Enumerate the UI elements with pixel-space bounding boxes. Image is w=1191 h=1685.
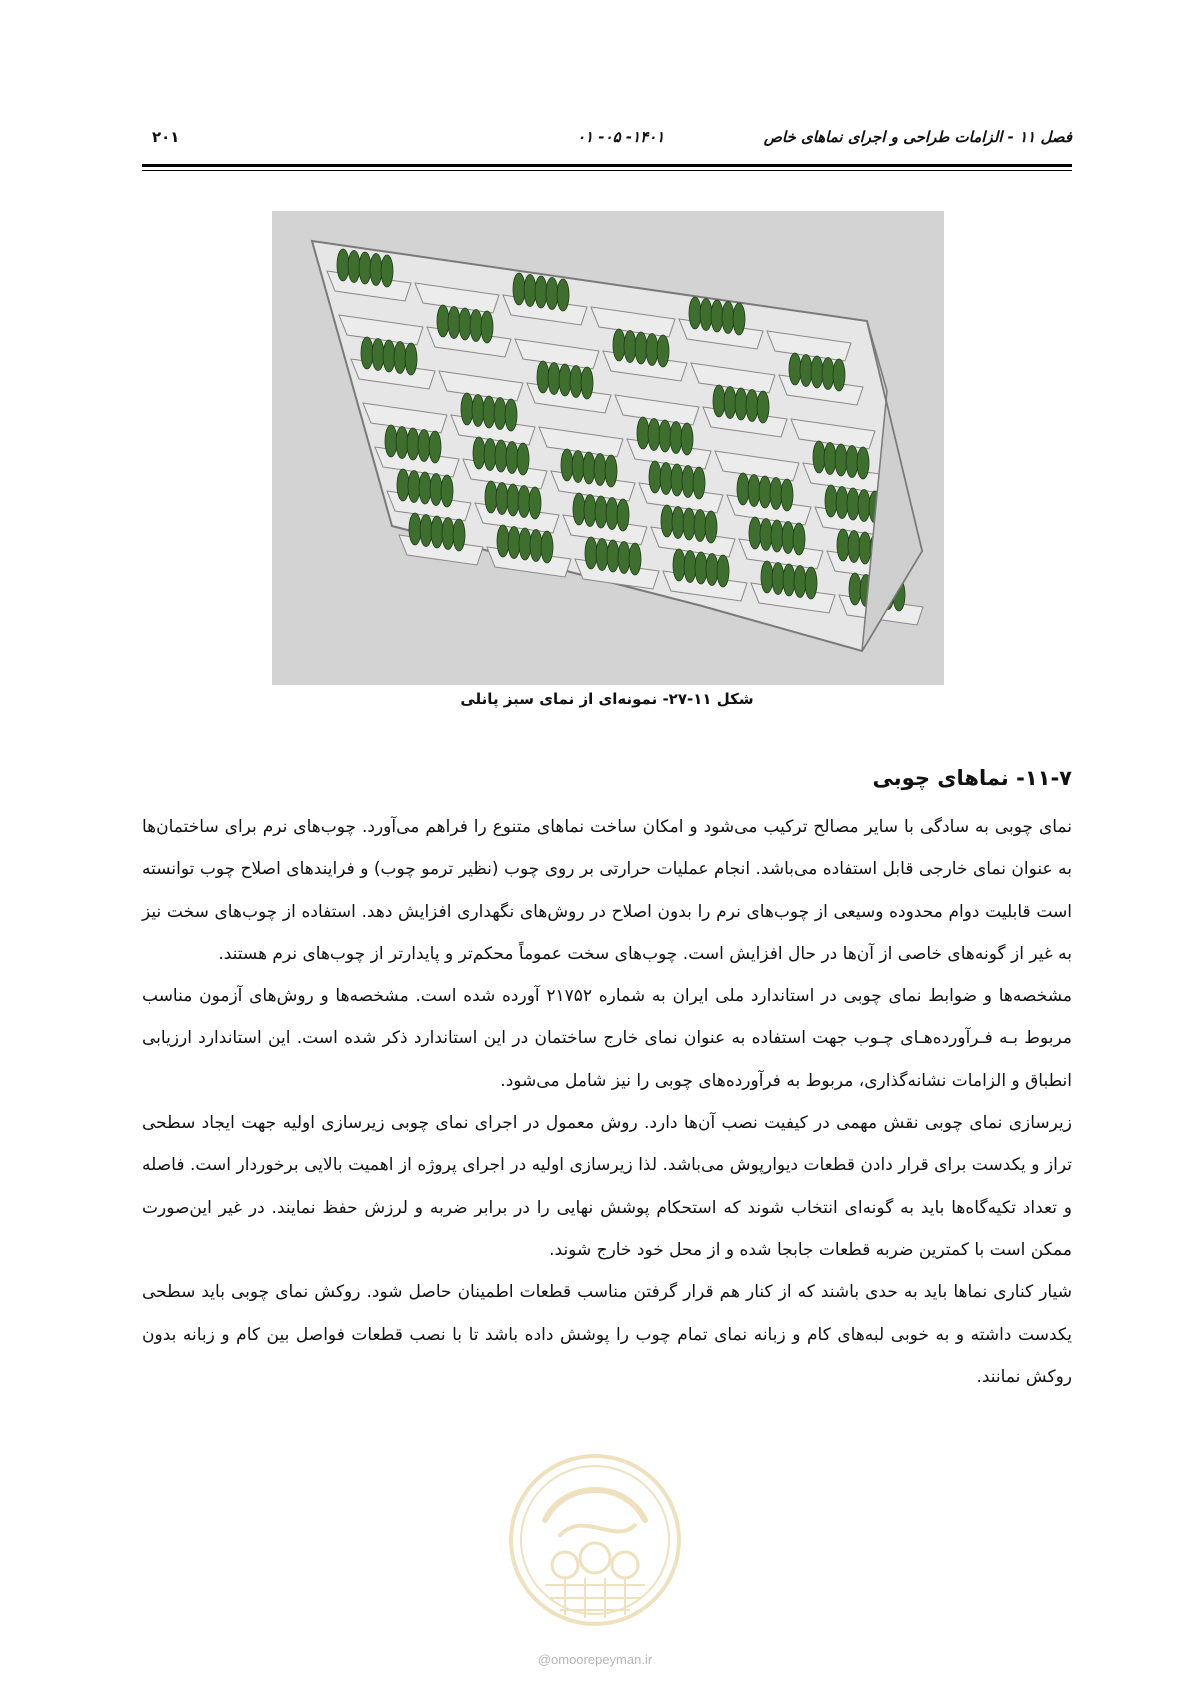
plant	[837, 529, 849, 561]
plant	[472, 395, 484, 427]
plant	[409, 513, 421, 545]
watermark-url: @omoorepeyman.ir	[537, 1652, 653, 1667]
plant	[535, 276, 547, 308]
plant	[682, 466, 694, 498]
plant	[537, 361, 549, 393]
header-date: ۰۱ -۰۵ -۱۴۰۱	[577, 128, 665, 146]
plant	[770, 478, 782, 510]
plant	[584, 495, 596, 527]
plant	[508, 527, 520, 559]
plant	[849, 573, 861, 605]
plant	[811, 356, 823, 388]
plant	[683, 508, 695, 540]
plant	[606, 498, 618, 530]
plant	[429, 431, 441, 463]
plant	[507, 484, 519, 516]
plant	[693, 467, 705, 499]
plant	[484, 439, 496, 471]
plant	[857, 447, 869, 479]
plant	[717, 555, 729, 587]
plant	[441, 475, 453, 507]
plant	[783, 564, 795, 596]
plant	[546, 278, 558, 310]
plant	[607, 540, 619, 572]
plant	[385, 425, 397, 457]
plant	[848, 531, 860, 563]
plant	[581, 367, 593, 399]
plant	[661, 505, 673, 537]
plant	[524, 275, 536, 307]
plant	[529, 487, 541, 519]
plant	[694, 510, 706, 542]
plant	[559, 364, 571, 396]
plant	[735, 388, 747, 420]
plant	[761, 561, 773, 593]
plant	[649, 461, 661, 493]
plant	[722, 302, 734, 334]
paragraph: مشخصه‌ها و ضوابط نمای چوبی در استاندارد ملی ایران به شماره ۲۱۷۵۲ آورده شده است. مشخصه‌ها و روش‌های آزمون مناسب مربوط بـه فـرآورده‌هـای چـوب جهت استفاده به عنوان نمای خارج ساختمان در این استاندارد ذکر شده است. این استاندارد ارزیابی انطباق و الزامات نشانه‌گذاری، مربوط به فرآورده‌های چوبی را نیز شامل می‌شود.	[142, 986, 1072, 1091]
paragraph: نمای چوبی به سادگی با سایر مصالح ترکیب می‌شود و امکان ساخت نماهای متنوع را فراهم می‌آورد. چوب‌های نرم برای ساختمان‌ها به عنوان نمای خارجی قابل استفاده می‌باشد. انجام عملیات حرارتی بر روی چوب (نظیر ترمو چوب) و فرایندهای اصلاح چوب توانسته است قابلیت دوام محدوده وسیعی از چوب‌های نرم را بدون اصلاح در روش‌های نگهداری افزایش دهد. استفاده از چوب‌های سخت نیز به غیر از گونه‌های خاصی از آن‌ها در حال افزایش است. چوب‌های سخت عموماً محکم‌تر و پایدارتر از چوب‌های نرم هستند.	[142, 817, 1072, 964]
figure-caption: شکل ۱۱-۲۷- نمونه‌ای از نمای سبز پانلی	[460, 690, 754, 708]
chapter-title: فصل ۱۱ - الزامات طراحی و اجرای نماهای خاص	[763, 128, 1072, 146]
green-facade-figure	[272, 211, 944, 685]
plant	[793, 523, 805, 555]
plant	[459, 308, 471, 340]
plant	[836, 487, 848, 519]
plant	[453, 519, 465, 551]
plant	[737, 473, 749, 505]
plant	[772, 563, 784, 595]
plant	[394, 342, 406, 374]
plant	[646, 334, 658, 366]
plant	[813, 441, 825, 473]
page-number: ۲۰۱	[152, 128, 180, 146]
plant	[624, 331, 636, 363]
plant	[473, 437, 485, 469]
plant	[541, 531, 553, 563]
plant	[418, 430, 430, 462]
plant	[635, 332, 647, 364]
plant	[383, 340, 395, 372]
plant	[724, 387, 736, 419]
plant	[749, 517, 761, 549]
plant	[397, 469, 409, 501]
plant	[497, 525, 509, 557]
plant	[705, 511, 717, 543]
watermark-logo	[505, 1450, 685, 1630]
plant	[671, 464, 683, 496]
plant	[800, 355, 812, 387]
plant	[805, 567, 817, 599]
plant	[381, 255, 393, 287]
plant	[359, 252, 371, 284]
plant	[759, 476, 771, 508]
plant	[361, 337, 373, 369]
plant	[859, 532, 871, 564]
plant	[782, 522, 794, 554]
plant	[672, 507, 684, 539]
plant	[681, 423, 693, 455]
plant	[505, 399, 517, 431]
plant	[495, 440, 507, 472]
plant	[629, 543, 641, 575]
plant	[496, 483, 508, 515]
plant	[442, 518, 454, 550]
plant	[594, 454, 606, 486]
plant	[596, 539, 608, 571]
plant	[618, 542, 630, 574]
plant	[794, 566, 806, 598]
plant	[846, 446, 858, 478]
plant	[561, 449, 573, 481]
plant	[548, 363, 560, 395]
plant	[448, 307, 460, 339]
plant	[570, 366, 582, 398]
plant	[483, 396, 495, 428]
plant	[670, 422, 682, 454]
plant	[733, 303, 745, 335]
plant	[617, 499, 629, 531]
plant	[700, 299, 712, 331]
plant	[659, 420, 671, 452]
body-text	[142, 806, 1072, 1398]
plant	[430, 474, 442, 506]
plant	[396, 427, 408, 459]
page-header	[142, 128, 1072, 152]
plant	[519, 528, 531, 560]
plant	[530, 530, 542, 562]
plant	[835, 444, 847, 476]
plant	[431, 516, 443, 548]
plant	[760, 519, 772, 551]
plant	[781, 479, 793, 511]
plant	[605, 455, 617, 487]
paragraph: زیرسازی نمای چوبی نقش مهمی در کیفیت نصب آن‌ها دارد. روش معمول در اجرای نمای چوبی زیرسازی اولیه جهت ایجاد سطحی تراز و یکدست برای قرار دادن قطعات دیوارپوش می‌باشد. لذا زیرسازی اولیه در اجرای پروژه از اهمیت بالایی برخوردار است. فاصله و تعداد تکیه‌گاه‌ها باید به گونه‌ای انتخاب شوند که استحکام پوشش نهایی را در برابر ضربه و لرزش حفظ نمایند. در غیر این‌صورت ممکن است با کمترین ضربه قطعات جابجا شده و از محل خود خارج شوند.	[142, 1113, 1072, 1260]
plant	[461, 393, 473, 425]
plant	[407, 428, 419, 460]
plant	[711, 300, 723, 332]
plant	[370, 254, 382, 286]
paragraph: شیار کناری نماها باید به حدی باشند که از کنار هم قرار گرفتن مناسب قطعات اطمینان حاصل شود. روکش نمای چوبی باید سطحی یکدست داشته و به خوبی لبه‌های کام و زبانه نمای تمام چوب را پوشش داده باشد تا با نصب قطعات فواصل بین کام و زبانه بدون روکش نمانند.	[142, 1282, 1072, 1387]
header-rule-thick	[142, 164, 1072, 167]
plant	[673, 549, 685, 581]
plant	[847, 488, 859, 520]
plant	[337, 249, 349, 281]
plant	[757, 391, 769, 423]
plant	[518, 486, 530, 518]
plant	[481, 311, 493, 343]
section-title: ۱۱-۷- نماهای چوبی	[872, 766, 1072, 790]
plant	[513, 273, 525, 305]
plant	[595, 496, 607, 528]
plant	[748, 475, 760, 507]
plant	[706, 554, 718, 586]
plant	[583, 452, 595, 484]
plant	[585, 537, 597, 569]
plant	[470, 310, 482, 342]
plant	[684, 551, 696, 583]
plant	[660, 463, 672, 495]
plant	[613, 329, 625, 361]
plant	[695, 552, 707, 584]
plant	[657, 335, 669, 367]
plant	[858, 490, 870, 522]
plant	[437, 305, 449, 337]
header-rule-thin	[142, 170, 1072, 171]
plant	[419, 472, 431, 504]
plant	[506, 442, 518, 474]
plant	[689, 297, 701, 329]
plant	[405, 343, 417, 375]
plant	[833, 359, 845, 391]
plant	[485, 481, 497, 513]
plant	[637, 417, 649, 449]
plant	[408, 471, 420, 503]
plant	[557, 279, 569, 311]
plant	[420, 515, 432, 547]
plant	[825, 485, 837, 517]
plant	[573, 493, 585, 525]
plant	[746, 390, 758, 422]
plant	[713, 385, 725, 417]
plant	[822, 358, 834, 390]
plant	[648, 419, 660, 451]
plant	[517, 443, 529, 475]
plant	[824, 443, 836, 475]
plant	[789, 353, 801, 385]
plant	[494, 398, 506, 430]
plant	[572, 451, 584, 483]
plant	[372, 339, 384, 371]
plant	[771, 520, 783, 552]
plant	[348, 251, 360, 283]
